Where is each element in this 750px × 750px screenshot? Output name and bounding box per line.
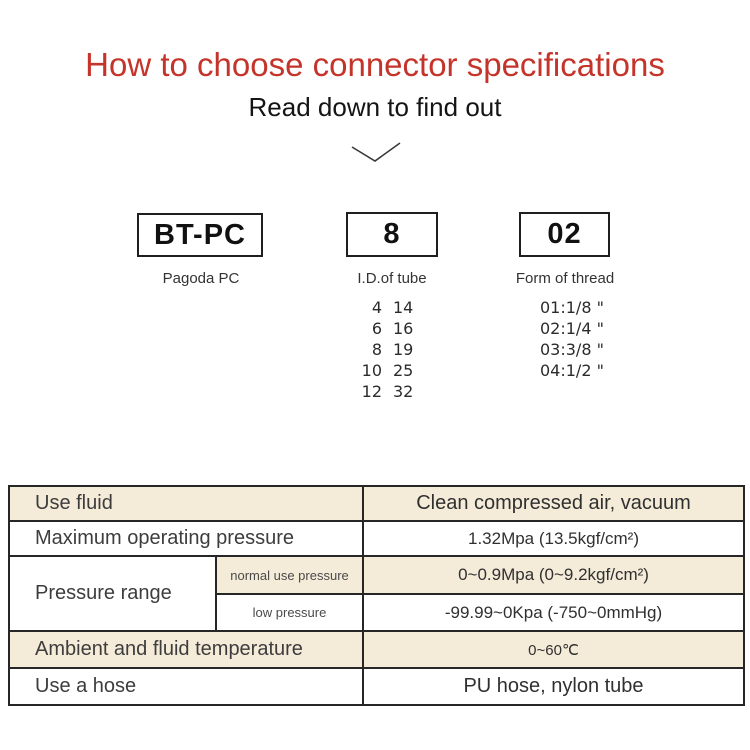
table-row <box>9 486 744 521</box>
spec-value-hose: PU hose, nylon tube <box>363 668 744 705</box>
table-row <box>9 521 744 556</box>
tube-size-od: 32 <box>393 382 414 401</box>
segment-label-tube-id: I.D.of tube <box>357 270 427 287</box>
tube-size-od: 16 <box>393 319 414 338</box>
tube-size-id: 4 <box>371 298 382 317</box>
tube-size-row <box>358 360 413 381</box>
tube-size-od: 25 <box>393 361 414 380</box>
spec-table <box>8 485 745 706</box>
segment-label-thread: Form of thread <box>515 270 615 287</box>
page-subtitle: Read down to find out <box>248 92 502 122</box>
thread-form-item: 02:1/4 " <box>540 319 604 338</box>
spec-value-max-pressure: 1.32Mpa (13.5kgf/cm²) <box>363 521 744 556</box>
code-segment-tube-id <box>346 212 438 257</box>
tube-size-id: 12 <box>361 382 382 401</box>
tube-size-options <box>358 297 413 402</box>
tube-size-id: 10 <box>361 361 382 380</box>
tube-size-row <box>358 339 413 360</box>
chevron-down-icon <box>348 139 404 165</box>
thread-form-item: 03:3/8 " <box>540 340 604 359</box>
thread-form-item: 04:1/2 " <box>540 361 604 380</box>
table-row <box>9 631 744 668</box>
page-title: How to choose connector specifications <box>85 46 665 83</box>
spec-value-low-pressure: -99.99~0Kpa (-750~0mmHg) <box>363 594 744 631</box>
tube-size-id: 8 <box>371 340 382 359</box>
thread-form-options <box>540 297 604 381</box>
spec-value-normal-pressure: 0~0.9Mpa (0~9.2kgf/cm²) <box>363 556 744 594</box>
code-segment-thread-text: 02 <box>547 218 582 250</box>
spec-sublabel-normal-pressure: normal use pressure <box>216 556 363 594</box>
tube-size-row <box>358 318 413 339</box>
code-segment-thread <box>519 212 610 257</box>
spec-value-use-fluid: Clean compressed air, vacuum <box>363 486 744 521</box>
tube-size-od: 14 <box>393 298 414 317</box>
code-segment-series <box>137 213 263 257</box>
spec-label-max-pressure: Maximum operating pressure <box>9 521 363 556</box>
spec-label-use-fluid: Use fluid <box>9 486 363 521</box>
tube-size-row <box>358 297 413 318</box>
tube-size-id: 6 <box>371 319 382 338</box>
table-row <box>9 556 744 594</box>
spec-label-temperature: Ambient and fluid temperature <box>9 631 363 668</box>
code-segment-series-text: BT-PC <box>154 218 246 251</box>
code-segment-tube-id-text: 8 <box>383 218 401 250</box>
tube-size-od: 19 <box>393 340 414 359</box>
spec-sublabel-low-pressure: low pressure <box>216 594 363 631</box>
table-row <box>9 668 744 705</box>
tube-size-row <box>358 381 413 402</box>
segment-label-series: Pagoda PC <box>162 270 240 287</box>
spec-value-temperature: 0~60℃ <box>363 631 744 668</box>
spec-label-pressure-range: Pressure range <box>9 556 216 631</box>
spec-label-hose: Use a hose <box>9 668 363 705</box>
thread-form-item: 01:1/8 " <box>540 298 604 317</box>
